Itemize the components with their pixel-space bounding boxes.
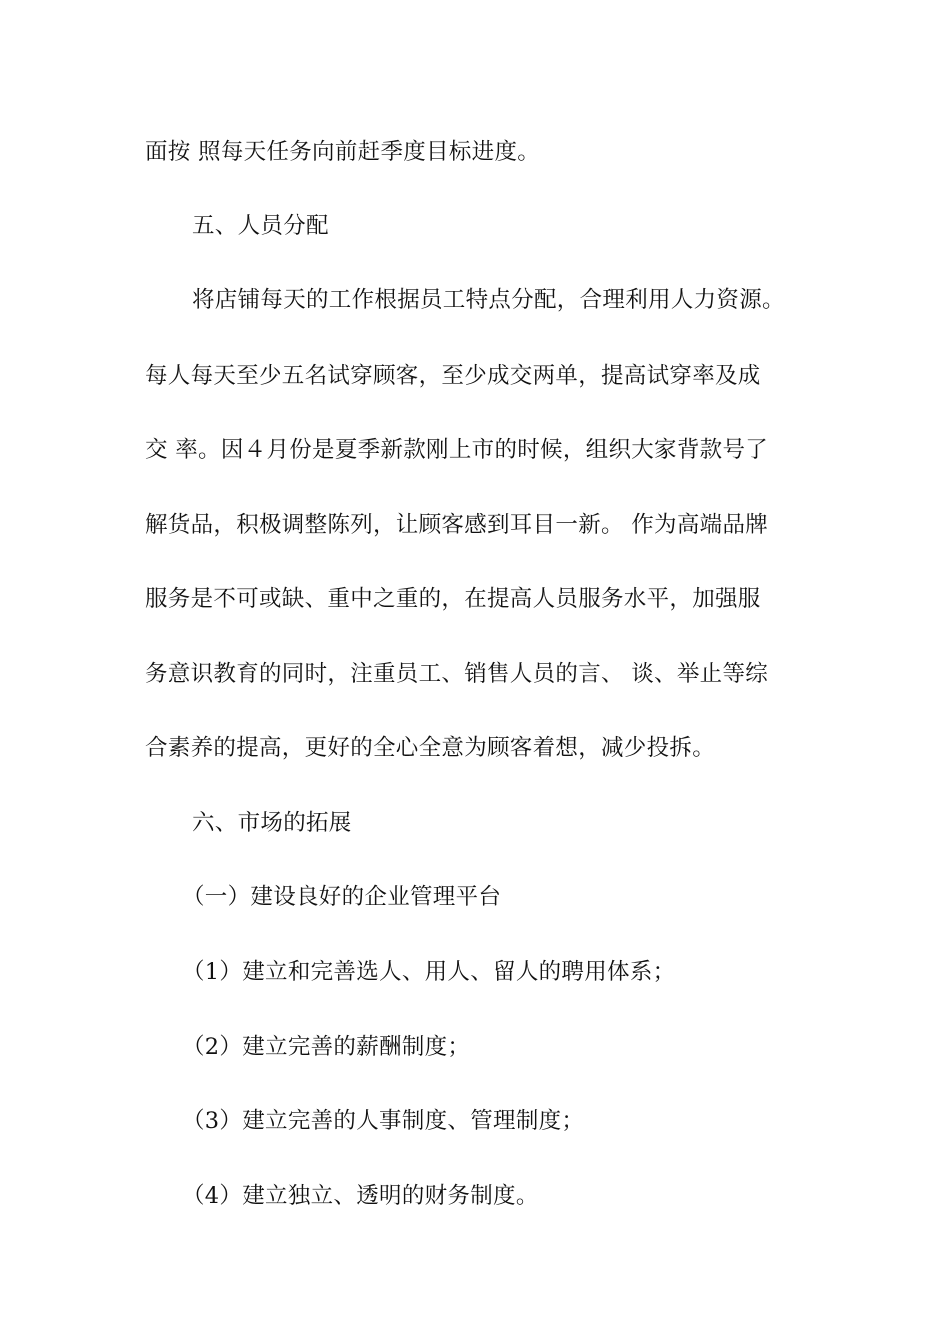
subsection-heading: （一）建设良好的企业管理平台 <box>182 884 502 910</box>
paragraph-line: 面按 照每天任务向前赶季度目标进度。 <box>145 139 541 165</box>
section-heading-staff-allocation: 五、人员分配 <box>192 213 329 239</box>
list-item: （2）建立完善的薪酬制度； <box>182 1034 471 1060</box>
paragraph-line: 将店铺每天的工作根据员工特点分配，合理利用人力资源。 <box>192 287 785 313</box>
paragraph-line: 务意识教育的同时，注重员工、销售人员的言、 谈、举止等综 <box>145 661 769 687</box>
paragraph-line: 解货品，积极调整陈列，让顾客感到耳目一新。 作为高端品牌 <box>145 512 769 538</box>
paragraph-line: 合素养的提高，更好的全心全意为顾客着想，减少投拆。 <box>145 735 716 761</box>
paragraph-line: 交 率。因４月份是夏季新款刚上市的时候，组织大家背款号了 <box>145 437 769 463</box>
list-item: （1）建立和完善选人、用人、留人的聘用体系； <box>182 959 676 985</box>
paragraph-line: 服务是不可或缺、重中之重的，在提高人员服务水平，加强服 <box>145 586 761 612</box>
list-item: （3）建立完善的人事制度、管理制度； <box>182 1108 585 1134</box>
paragraph-line: 每人每天至少五名试穿顾客，至少成交两单，提高试穿率及成 <box>145 363 761 389</box>
list-item: （4）建立独立、透明的财务制度。 <box>182 1183 539 1209</box>
section-heading-market-expansion: 六、市场的拓展 <box>192 810 352 836</box>
